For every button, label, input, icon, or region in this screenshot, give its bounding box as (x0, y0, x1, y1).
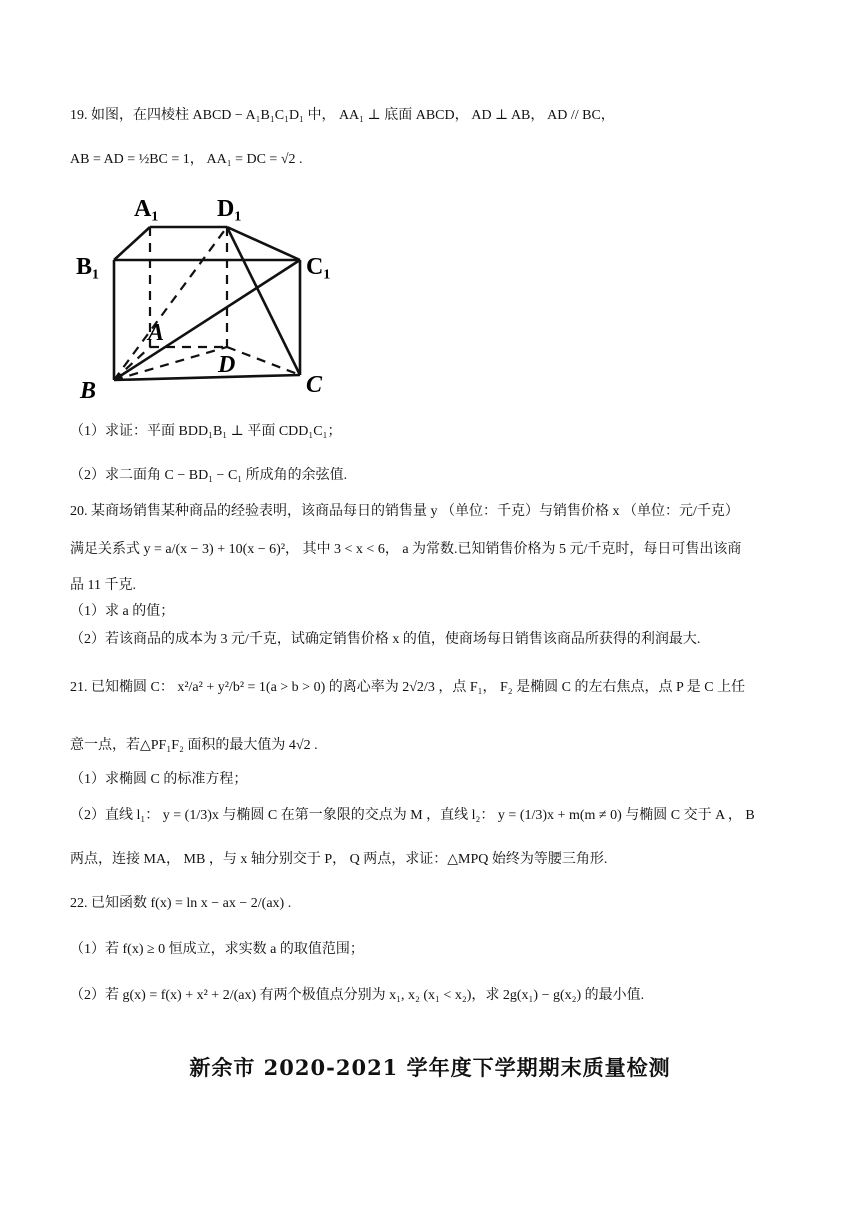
q21-part1: （1）求椭圆 C 的标准方程； (70, 772, 248, 787)
q22-line1: 22. 已知函数 f(x) = ln x − ax − 2/(ax) . (70, 896, 292, 911)
label-c: C (306, 372, 323, 398)
prism-figure (72, 192, 362, 407)
q19-part1: （1）求证：平面 BDD₁B₁ ⊥ 平面 CDD₁C₁； (70, 424, 342, 439)
edge-b1a1 (114, 227, 150, 260)
edge-d1c1 (227, 227, 300, 260)
q20-line2: 满足关系式 y = a/(x − 3) + 10(x − 6)²， 其中 3 < x < 6， a 为常数.已知销售价格为 5 元/千克时，每日可售出该商 (70, 542, 742, 557)
label-a1: A₁ (134, 196, 159, 222)
q20-line1: 20. 某商场销售某种商品的经验表明，该商品每日的销售量 y （单位：千克）与销售价格 x （单位：元/千克） (70, 504, 739, 519)
q19-part2: （2）求二面角 C − BD₁ − C₁ 所成角的余弦值. (70, 468, 348, 483)
q20-line3: 品 11 千克. (70, 578, 136, 593)
label-d: D (218, 352, 236, 378)
q19-line1: 19. 如图，在四棱柱 ABCD − A₁B₁C₁D₁ 中， AA₁ ⊥ 底面 ABCD， AD ⊥ AB， AD // BC， (70, 108, 615, 123)
edge-bd1-hidden (114, 227, 227, 380)
label-b1: B₁ (76, 254, 100, 280)
label-d1: D₁ (217, 196, 242, 222)
q20-part2: （2）若该商品的成本为 3 元/千克，试确定销售价格 x 的值，使商场每日销售该商品所获得的利润最大. (70, 632, 701, 647)
q22-part2: （2）若 g(x) = f(x) + x² + 2/(ax) 有两个极值点分别为 x₁, x₂ (x₁ < x₂)，求 2g(x₁) − g(x₂) 的最小值. (70, 988, 645, 1003)
label-b: B (80, 378, 97, 404)
edge-bc (114, 375, 300, 380)
q21-part2: （2）直线 l₁： y = (1/3)x 与椭圆 C 在第一象限的交点为 M ，直线 l₂： y = (1/3)x + m(m ≠ 0) 与椭圆 C 交于 A ， B (70, 808, 755, 823)
label-c1: C₁ (306, 254, 331, 280)
q21-line2: 意一点，若△PF₁F₂ 面积的最大值为 4√2 . (70, 738, 318, 753)
label-a: A (148, 320, 165, 346)
footer-title: 新余市 2020-2021 学年度下学期期末质量检测 (189, 1055, 671, 1080)
q22-part1: （1）若 f(x) ≥ 0 恒成立，求实数 a 的取值范围； (70, 942, 364, 957)
q21-part2b: 两点，连接 MA， MB ，与 x 轴分别交于 P， Q 两点，求证：△MPQ 始终为等腰三角形. (70, 852, 608, 867)
q20-part1: （1）求 a 的值； (70, 604, 175, 619)
q19-line2: AB = AD = ½BC = 1， AA₁ = DC = √2 . (70, 152, 303, 167)
q21-line1: 21. 已知椭圆 C： x²/a² + y²/b² = 1(a > b > 0) 的离心率为 2√2/3 ，点 F₁， F₂ 是椭圆 C 的左右焦点，点 P 是 C 上任 (70, 680, 746, 695)
